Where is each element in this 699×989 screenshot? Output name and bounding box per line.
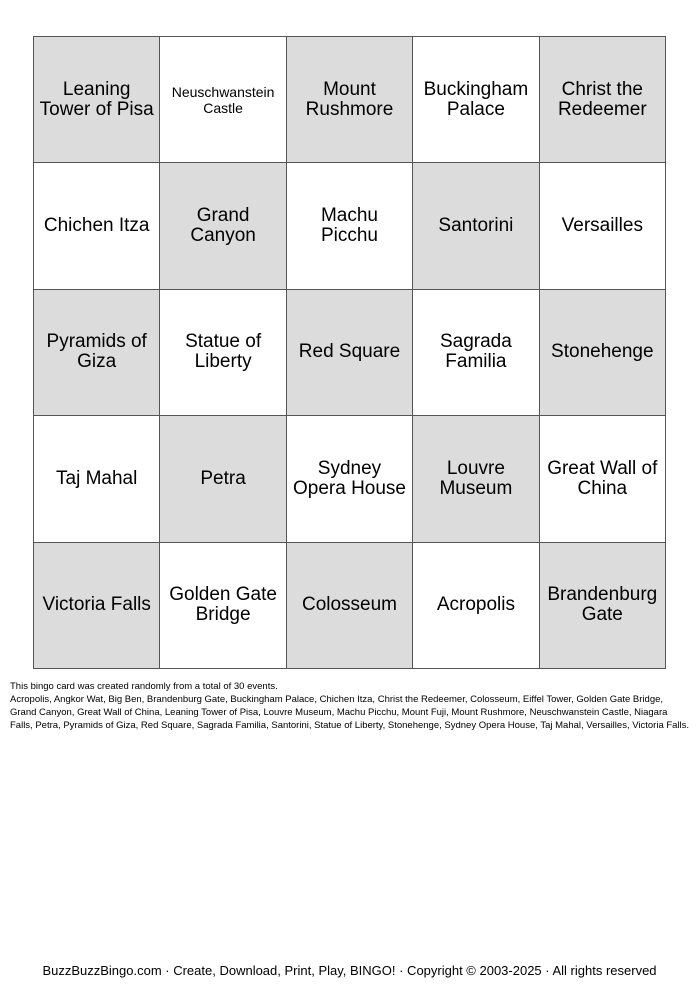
bingo-cell: Grand Canyon <box>160 163 286 289</box>
bingo-cell: Christ the Redeemer <box>540 37 666 163</box>
bingo-cell: Machu Picchu <box>287 163 413 289</box>
bingo-cell: Sydney Opera House <box>287 416 413 542</box>
bingo-cell: Victoria Falls <box>34 543 160 669</box>
bingo-cell: Leaning Tower of Pisa <box>34 37 160 163</box>
bingo-cell: Versailles <box>540 163 666 289</box>
card-notes <box>10 680 690 732</box>
page-footer: BuzzBuzzBingo.com · Create, Download, Print, Play, BINGO! · Copyright © 2003-2025 · All rights reserved <box>42 963 657 978</box>
bingo-cell: Sagrada Familia <box>413 290 539 416</box>
bingo-cell: Stonehenge <box>540 290 666 416</box>
bingo-cell: Santorini <box>413 163 539 289</box>
bingo-cell: Brandenburg Gate <box>540 543 666 669</box>
bingo-cell: Buckingham Palace <box>413 37 539 163</box>
bingo-cell: Golden Gate Bridge <box>160 543 286 669</box>
bingo-cell: Statue of Liberty <box>160 290 286 416</box>
bingo-cell: Neuschwanstein Castle <box>160 37 286 163</box>
notes-intro: This bingo card was created randomly from a total of 30 events. <box>10 681 278 692</box>
bingo-cell: Chichen Itza <box>34 163 160 289</box>
notes-event-list: Acropolis, Angkor Wat, Big Ben, Brandenburg Gate, Buckingham Palace, Chichen Itza, Christ the Redeemer, Colosseum, Eiffel Tower, Golden Gate Bridge, Grand Canyon, Great Wall of China, Leaning Tower of Pisa, Louvre Museum, Machu Picchu, Mount Fuji, Mount Rushmore, Neuschwanstein Castle, Niagara Falls, Petra, Pyramids of Giza, Red Square, Sagrada Familia, Santorini, Statue of Liberty, Stonehenge, Sydney Opera House, Taj Mahal, Versailles, Victoria Falls. <box>10 694 690 731</box>
bingo-cell: Taj Mahal <box>34 416 160 542</box>
bingo-cell: Colosseum <box>287 543 413 669</box>
bingo-cell: Red Square <box>287 290 413 416</box>
bingo-cell: Acropolis <box>413 543 539 669</box>
bingo-cell: Louvre Museum <box>413 416 539 542</box>
bingo-card <box>33 36 666 669</box>
bingo-cell: Great Wall of China <box>540 416 666 542</box>
bingo-cell: Mount Rushmore <box>287 37 413 163</box>
bingo-cell: Pyramids of Giza <box>34 290 160 416</box>
bingo-cell: Petra <box>160 416 286 542</box>
